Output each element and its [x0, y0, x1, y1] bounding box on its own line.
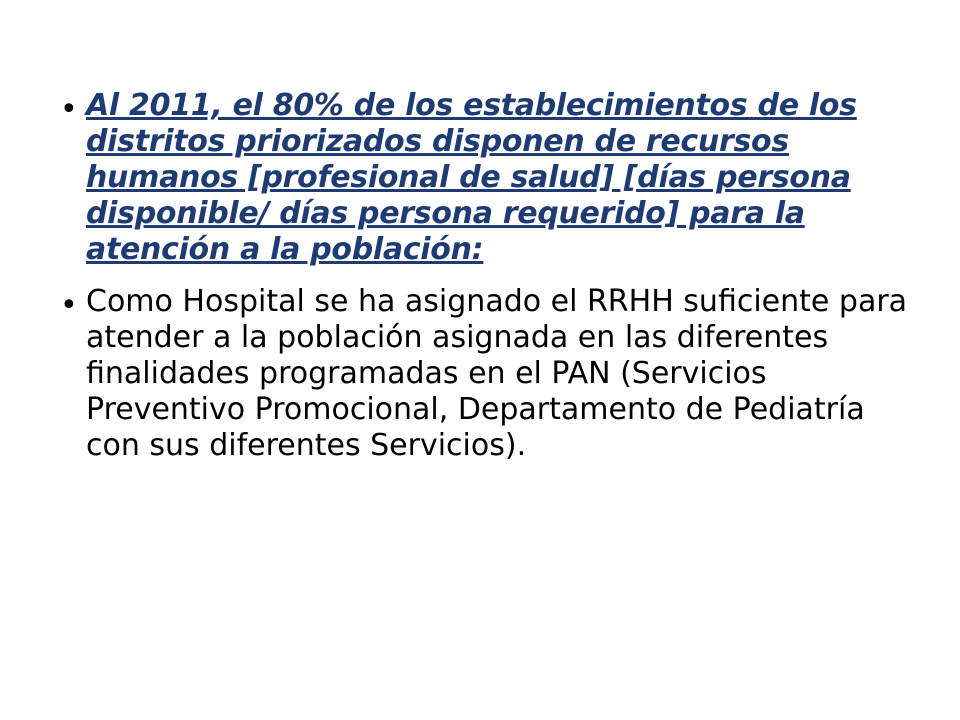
- bullet-text-highlighted: Al 2011, el 80% de los establecimientos de los distritos priorizados disponen de recursos humanos [profesional de salud] [días persona disponible/ días persona requerido] para la atención a la población:: [86, 88, 857, 267]
- bullet-dot: •: [60, 288, 78, 323]
- bullet-text: Como Hospital se ha asignado el RRHH suficiente para atender a la población asignada en las diferentes finalidades programadas en el PAN (Servicios Preventivo Promocional, Departamento de Pediatría con sus diferentes Servicios).: [86, 284, 908, 463]
- bullet-item-1: [60, 88, 920, 268]
- bullet-item-2: [60, 284, 920, 464]
- bullet-list: [60, 88, 920, 464]
- bullet-dot: •: [60, 92, 78, 127]
